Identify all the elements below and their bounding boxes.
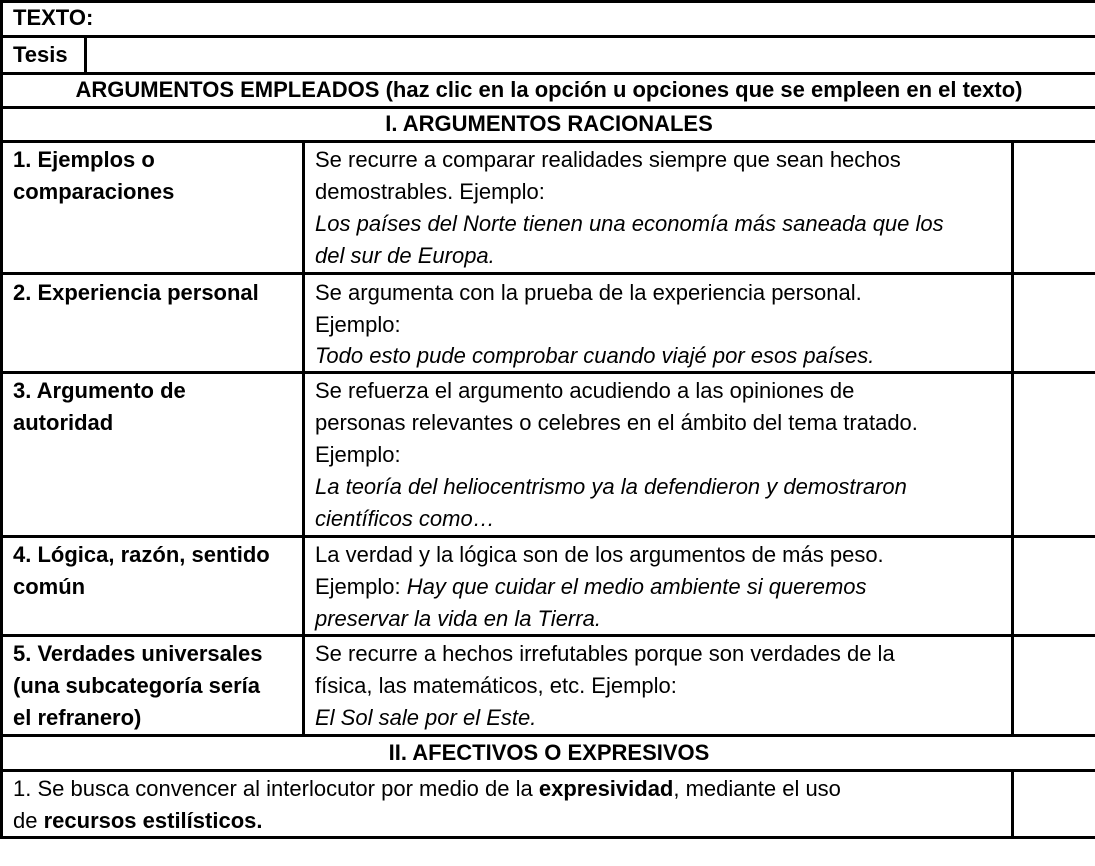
row-description-line: demostrables. Ejemplo: bbox=[315, 179, 545, 204]
option-checkbox-experiencia[interactable] bbox=[1014, 275, 1095, 371]
rule bbox=[0, 272, 1095, 275]
row-example-line: Los países del Norte tienen una economía más saneada que los bbox=[315, 211, 944, 236]
row-example-line: La teoría del heliocentrismo ya la defendieron y demostraron bbox=[315, 474, 907, 499]
afectivos-line bbox=[13, 805, 262, 837]
tesis-label: Tesis bbox=[13, 42, 68, 67]
row-name-line: 5. Verdades universales bbox=[13, 641, 263, 666]
option-checkbox-autoridad[interactable] bbox=[1014, 374, 1095, 535]
row-example-line: científicos como… bbox=[315, 506, 495, 531]
option-checkbox-afectivos[interactable] bbox=[1014, 772, 1095, 836]
rule bbox=[0, 0, 1095, 3]
row-description-line: Ejemplo: bbox=[315, 442, 401, 467]
row-name-line: autoridad bbox=[13, 410, 114, 435]
row-description-line: física, las matemáticos, etc. Ejemplo: bbox=[315, 673, 677, 698]
row-example-line: preservar la vida en la Tierra. bbox=[315, 606, 601, 631]
rule bbox=[84, 35, 87, 75]
row-name-line: el refranero) bbox=[13, 705, 142, 730]
row-description-line bbox=[315, 571, 867, 603]
row-name-line: comparaciones bbox=[13, 179, 175, 204]
afectivos-text: 1. Se busca convencer al interlocutor por medio de la bbox=[13, 776, 539, 801]
ejemplo-prefix: Ejemplo: bbox=[315, 574, 407, 599]
row-description-line: personas relevantes o celebres en el ámbito del tema tratado. bbox=[315, 410, 918, 435]
row-example-line: Hay que cuidar el medio ambiente si queremos bbox=[406, 574, 867, 599]
rule bbox=[0, 35, 1095, 38]
row-description-line: Ejemplo: bbox=[315, 312, 401, 337]
row-name-line: 3. Argumento de bbox=[13, 378, 186, 403]
option-checkbox-verdades[interactable] bbox=[1014, 637, 1095, 734]
row-example-line: El Sol sale por el Este. bbox=[315, 705, 537, 730]
row-description-line: Se argumenta con la prueba de la experiencia personal. bbox=[315, 280, 862, 305]
row-name-line: 1. Ejemplos o bbox=[13, 147, 155, 172]
row-name-line: 4. Lógica, razón, sentido bbox=[13, 542, 270, 567]
texto-label: TEXTO: bbox=[13, 5, 94, 30]
arguments-header: ARGUMENTOS EMPLEADOS (haz clic en la opción u opciones que se empleen en el texto) bbox=[75, 77, 1023, 102]
section-afectivos-title: II. AFECTIVOS O EXPRESIVOS bbox=[388, 740, 710, 765]
row-description-line: La verdad y la lógica son de los argumentos de más peso. bbox=[315, 542, 884, 567]
afectivos-text: , mediante el uso bbox=[673, 776, 841, 801]
option-checkbox-ejemplos[interactable] bbox=[1014, 143, 1095, 272]
row-description-line: Se refuerza el argumento acudiendo a las opiniones de bbox=[315, 378, 855, 403]
row-description-line: Se recurre a hechos irrefutables porque son verdades de la bbox=[315, 641, 895, 666]
rule bbox=[302, 140, 305, 737]
row-name-line: común bbox=[13, 574, 86, 599]
afectivos-line bbox=[13, 773, 841, 805]
rule bbox=[0, 140, 1095, 143]
row-description-line: Se recurre a comparar realidades siempre que sean hechos bbox=[315, 147, 901, 172]
section-racionales-title: I. ARGUMENTOS RACIONALES bbox=[385, 111, 713, 136]
rule bbox=[0, 769, 1095, 772]
rule bbox=[0, 535, 1095, 538]
option-checkbox-logica[interactable] bbox=[1014, 538, 1095, 634]
row-example-line: del sur de Europa. bbox=[315, 243, 495, 268]
afectivos-bold: expresividad bbox=[538, 776, 674, 801]
row-name-line: (una subcategoría sería bbox=[13, 673, 260, 698]
afectivos-text: de bbox=[13, 808, 44, 833]
row-name-line: 2. Experiencia personal bbox=[13, 280, 259, 305]
row-example-line: Todo esto pude comprobar cuando viajé por esos países. bbox=[315, 343, 875, 368]
afectivos-bold: recursos estilísticos. bbox=[43, 808, 263, 833]
